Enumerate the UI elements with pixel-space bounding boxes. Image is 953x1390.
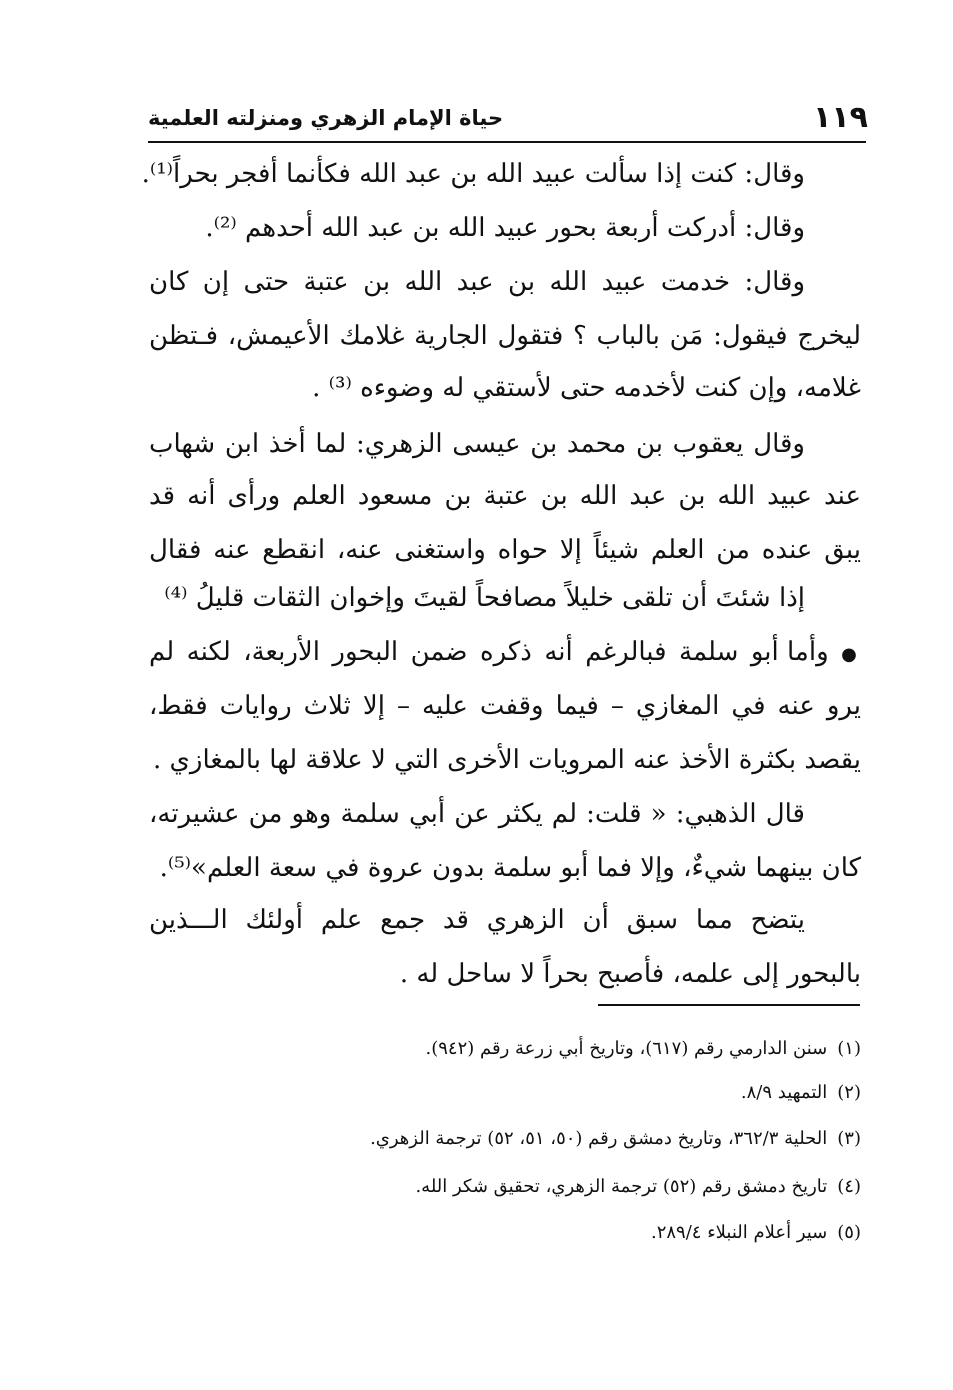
body-line: غلامه، وإن كنت لأخدمه حتى لأستقي له وضوءه ⁽³⁾ . [312,373,861,403]
footnote [149,1078,861,1108]
body-line [149,632,861,672]
body-line: بالبحور إلى علمه، فأصبح بحراً لا ساحل له . [399,959,861,989]
page-header [148,98,868,138]
footnote-text: سنن الدارمي رقم (٦١٧)، وتاريخ أبي زرعة رقم (٩٤٢). [425,1038,828,1059]
header-divider [148,141,866,143]
footnote-number: (٢) [837,1082,861,1103]
body-line: كان بينهما شيءٌ، وإلا فما أبو سلمة بدون عروة في سعة العلم»⁽⁵⁾. [159,853,861,883]
body-line: يقصد بكثرة الأخذ عنه المرويات الأخرى التي لا علاقة لها بالمغازي . [153,745,861,775]
body-line: وقال: خدمت عبيد الله بن عبد الله بن عتبة حتى إن كان [149,267,805,297]
footnote-text: الحلية ٣٦٢/٣، وتاريخ دمشق رقم (٥٠، ٥١، ٥٢) ترجمة الزهري. [370,1128,828,1149]
body-line: قال الذهبي: « قلت: لم يكثر عن أبي سلمة وهو من عشيرته، [149,799,805,829]
footnote [149,1172,861,1202]
footnote [149,1218,861,1248]
body-line: عند عبيد الله بن عبد الله بن عتبة بن مسعود العلم ورأى أنه قد [149,481,861,511]
body-line: يتضح مما سبق أن الزهري قد جمع علم أولئك الـــذين [149,905,805,935]
body-line: وقال: أدركت أربعة بحور عبيد الله بن عبد الله أحدهم ⁽²⁾. [205,213,805,243]
running-title: حياة الإمام الزهري ومنزلته العلمية [148,106,504,130]
footnote-text: تاريخ دمشق رقم (٥٢) ترجمة الزهري، تحقيق شكر الله. [415,1176,828,1197]
page-number: ١١٩ [813,100,868,135]
body-line-text: وأما أبو سلمة فبالرغم أنه ذكره ضمن البحور الأربعة، لكنه لم [149,637,829,667]
bullet-icon: ● [841,644,861,665]
body-line: وقال: كنت إذا سألت عبيد الله بن عبد الله فكأنما أفجر بحراً⁽¹⁾. [141,159,805,189]
poetry-verse: إذا شئتَ أن تلقى خليلاً مصافحاً لقيتَ وإخوان الثقات قليلُ ⁽⁴⁾ [164,583,805,613]
body-line: يرو عنه في المغازي – فيما وقفت عليه – إلا ثلاث روايات فقط، [149,691,861,721]
footnote-text: سير أعلام النبلاء ٢٨٩/٤. [650,1222,828,1243]
body-line: ليخرج فيقول: مَن بالباب ؟ فتقول الجارية غلامك الأعيمش، فـتظن [149,321,861,351]
body-line: يبق عنده من العلم شيئاً إلا حواه واستغنى عنه، انقطع عنه فقال [149,535,861,565]
footnote-number: (٥) [837,1222,861,1243]
footnote-number: (١) [837,1038,861,1059]
footnote-divider [598,1004,860,1006]
footnote [149,1124,861,1154]
footnote [149,1034,861,1064]
footnote-text: التمهيد ٨/٩. [740,1082,828,1103]
footnote-number: (٣) [837,1128,861,1149]
body-line: وقال يعقوب بن محمد بن عيسى الزهري: لما أخذ ابن شهاب [149,429,805,459]
footnote-number: (٤) [837,1176,861,1197]
